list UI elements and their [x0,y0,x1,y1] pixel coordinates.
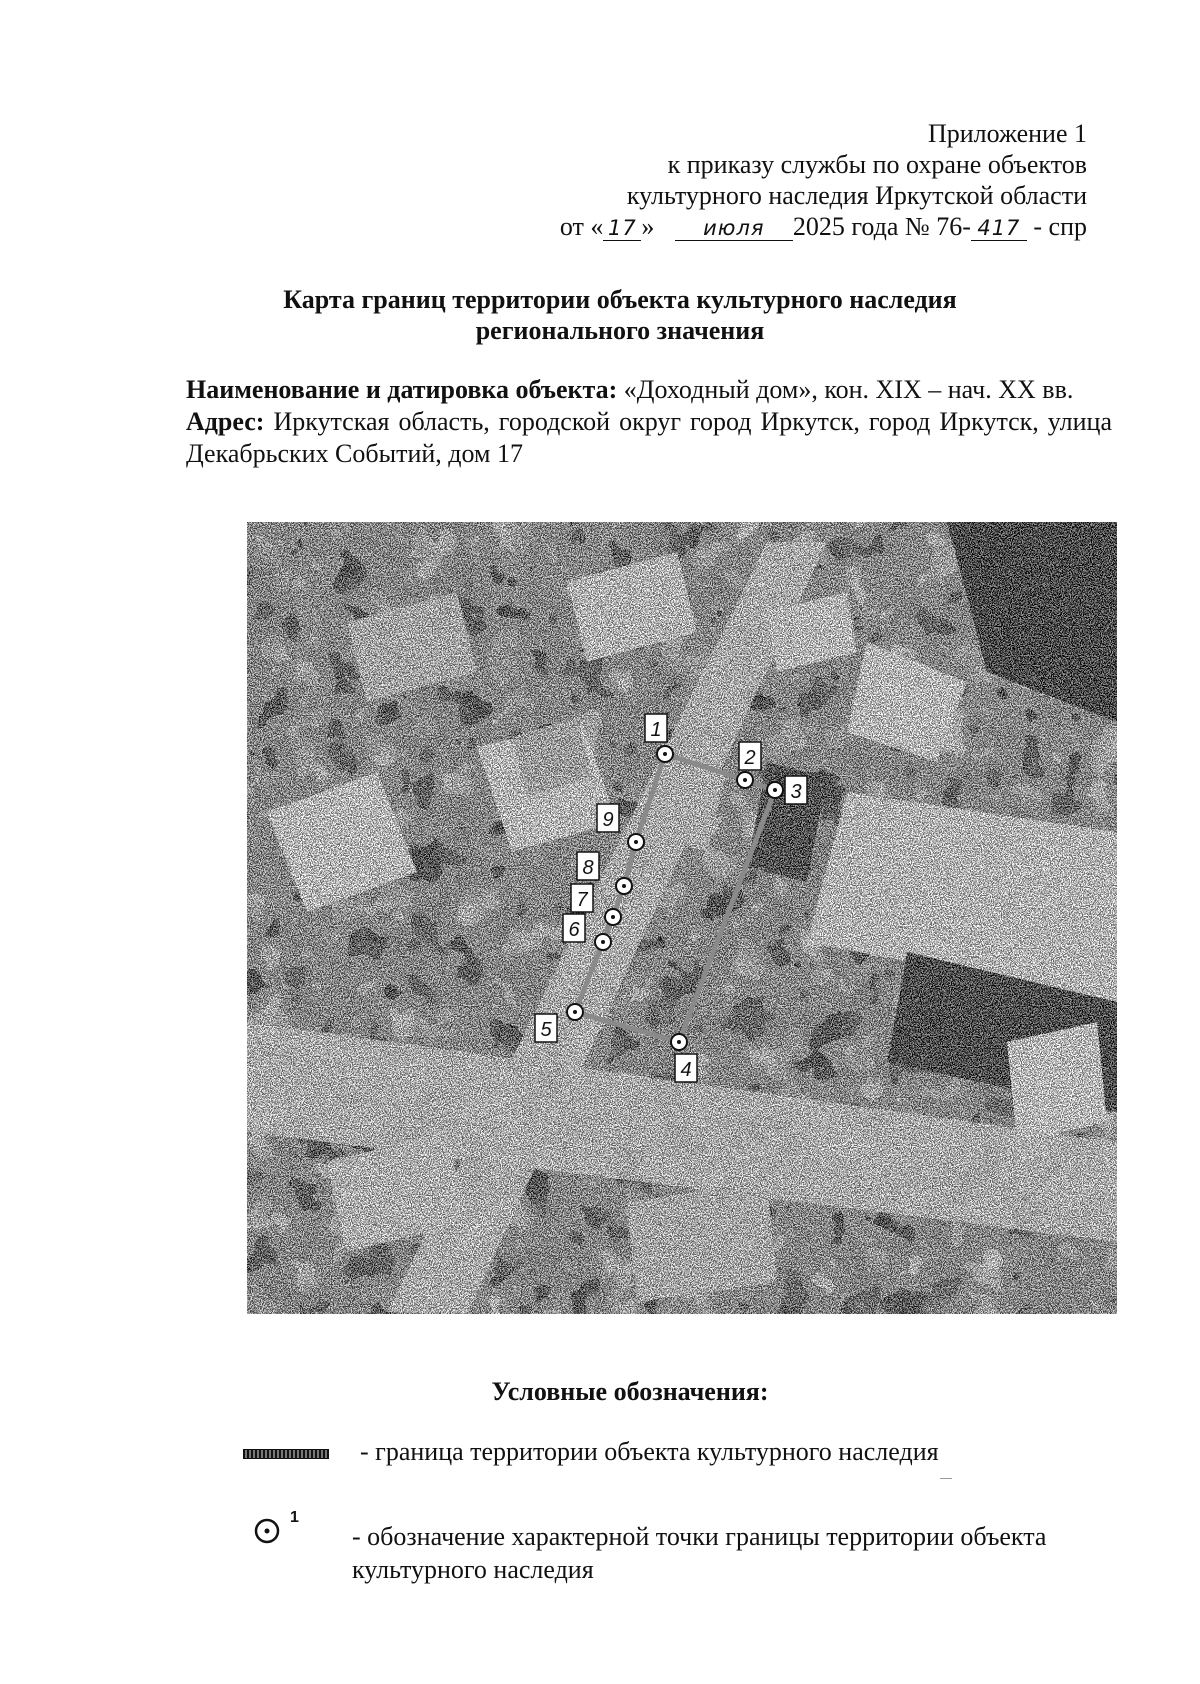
map-grain [247,522,1117,1314]
boundary-point-center [634,840,638,844]
boundary-point-center [601,940,605,944]
legend-point-number: 1 [290,1511,299,1526]
boundary-point-center [663,752,667,756]
boundary-point-center [743,778,747,782]
order-year-text: 2025 года № 76- [792,212,971,241]
boundary-point-label: 7 [576,889,588,911]
order-month: июля [675,216,793,241]
order-number: 417 [971,216,1027,241]
order-suffix: - спр [1033,212,1087,241]
object-address-label: Адрес: [186,407,265,436]
appendix-line-1: Приложение 1 [927,119,1087,148]
boundary-point-label: 4 [680,1059,692,1081]
title-line-2: регионального значения [475,316,765,345]
object-name-value: «Доходный дом», кон. XIX – нач. XX вв. [623,375,1074,404]
boundary-point-label: 1 [650,719,662,741]
object-address-value: Иркутская область, городской округ город Иркутск, город Иркутск, улица Декабрьских Событий, дом 17 [186,407,1112,468]
legend-boundary-text: - граница территории объекта культурного наследия [360,1437,939,1466]
appendix-line-2: к приказу службы по охране объектов [667,150,1087,179]
boundary-point-center [677,1040,681,1044]
order-day: 17 [603,216,641,241]
object-address-row [186,406,1112,470]
aerial-map [247,522,1117,1314]
boundary-point-label: 5 [540,1019,552,1041]
boundary-point-center [773,788,777,792]
decorative-rule [940,1478,952,1479]
from-prefix: от « [559,212,604,241]
object-name-label: Наименование и датировка объекта: [186,375,618,404]
day-close-quote: » [641,212,655,241]
point-symbol [254,1511,304,1545]
boundary-line-symbol [243,1449,329,1459]
boundary-point-label: 9 [602,809,614,831]
appendix-header [327,118,1087,242]
boundary-point-label: 6 [568,919,580,941]
order-date-line [327,211,1087,242]
title-line-1: Карта границ территории объекта культурного наследия [283,285,957,314]
boundary-point-label: 2 [744,747,756,769]
point-circle-icon [254,1511,304,1545]
legend-point-text: - обозначение характерной точки границы территории объекта культурного наследия [352,1522,1047,1584]
legend-title: Условные обозначения: [491,1377,769,1406]
boundary-point-center [573,1010,577,1014]
boundary-point-label: 8 [582,857,594,879]
boundary-point-label: 3 [790,781,802,803]
boundary-point-center [622,884,626,888]
boundary-point-center [611,915,615,919]
object-name-row [186,374,1112,406]
aerial-map-image [247,522,1117,1314]
document-title [180,284,1060,346]
object-description [186,374,1112,470]
appendix-line-3: культурного наследия Иркутской области [626,181,1087,210]
